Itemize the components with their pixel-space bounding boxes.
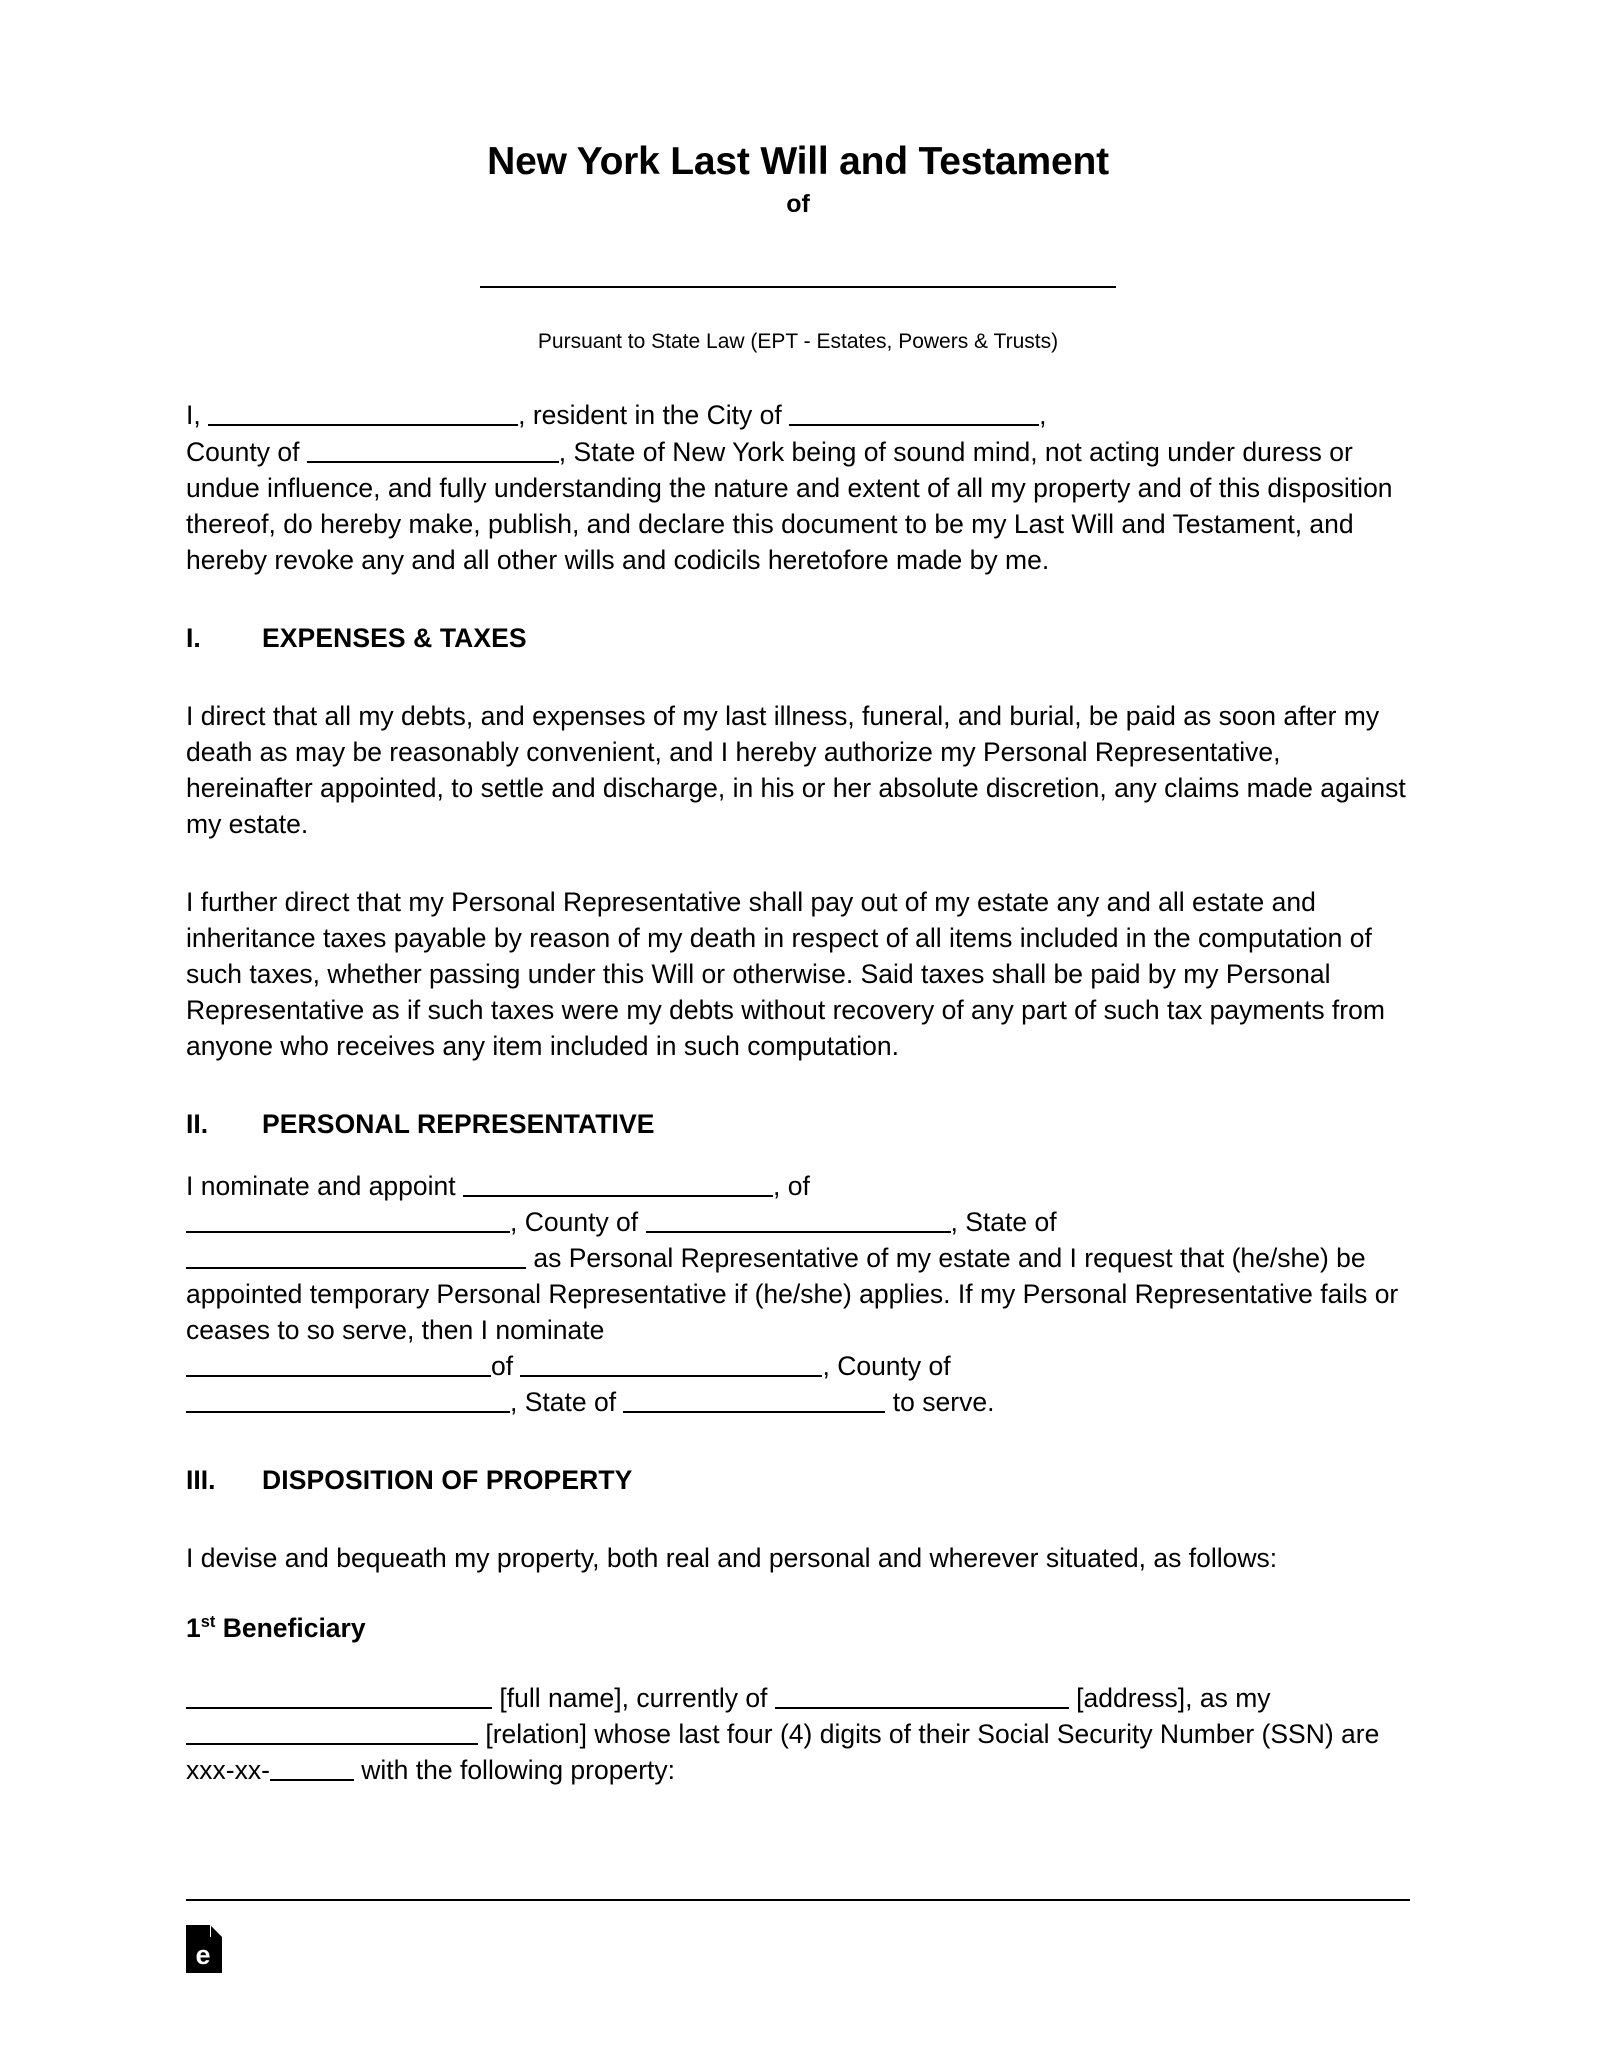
spacer [186,578,1410,620]
ben-text-3: [relation] whose last four (4) digits of their Social Security Number (SSN) are xxx-xx- [186,1719,1380,1786]
alt-pr-address-blank[interactable] [520,1350,822,1377]
pr-name-blank[interactable] [463,1170,773,1197]
spacer [186,1498,1410,1540]
section-title: DISPOSITION OF PROPERTY [262,1465,633,1496]
section-heading-personal-representative [186,1106,1410,1142]
beneficiary-address-blank[interactable] [775,1682,1069,1709]
spacer [186,1064,1410,1106]
pr-text-8: , State of [510,1387,624,1418]
testator-name-blank[interactable] [208,400,518,427]
pr-text-7: , County of [822,1351,951,1382]
beneficiary-paragraph [186,1680,1410,1788]
testator-name-line-wrap [186,270,1410,288]
pr-text-1: I nominate and appoint [186,1170,463,1201]
svg-text:e: e [195,1940,211,1970]
pr-text-9: to serve. [885,1387,995,1418]
spacer [186,355,1410,397]
section-number: II. [186,1108,209,1139]
alt-pr-state-blank[interactable] [623,1386,885,1413]
pr-text-4: , State of [950,1207,1057,1237]
beneficiary-label: Beneficiary [215,1613,366,1644]
ben-text-1: [full name], currently of [492,1683,775,1714]
pr-text-2: , of [772,1170,810,1201]
spacer [186,1142,1410,1168]
title-of-label: of [786,189,810,218]
intro-text-4: County of [186,436,307,467]
spacer [186,1420,1410,1462]
alt-pr-county-blank[interactable] [186,1386,510,1413]
ben-text-4: with the following property: [353,1755,676,1786]
title-block [186,0,1410,355]
section-title: PERSONAL REPRESENTATIVE [262,1108,655,1139]
alt-pr-name-blank[interactable] [186,1350,491,1377]
beneficiary-name-blank[interactable] [186,1682,492,1709]
section-number: I. [186,622,201,653]
city-blank[interactable] [789,400,1039,427]
statute-reference: Pursuant to State Law (EPT - Estates, Powers & Trusts) [537,330,1059,354]
document-content [186,0,1410,1788]
section-title: EXPENSES & TAXES [262,622,527,653]
intro-paragraph [186,397,1410,577]
pr-address-blank[interactable] [186,1206,510,1233]
county-blank[interactable] [307,436,559,463]
pr-text-5: as Personal Representative of my estate and I request that (he/she) be appointed temporary Personal Representative if (he/she) applies. If my Personal Representative fails or ceases to so serve, then I nominate [186,1243,1399,1346]
pr-text-6: of [491,1351,521,1382]
pr-state-blank[interactable] [186,1242,526,1269]
spacer [186,1576,1410,1610]
personal-representative-paragraph [186,1168,1410,1420]
page-title: New York Last Will and Testament [487,140,1109,183]
intro-text-3: , [1039,400,1047,431]
intro-text-2: , resident in the City of [518,400,790,431]
intro-text-5: , State of New York being of sound mind, not acting under duress or undue influence, and fully understanding the nature and extent of all my property and of this disposition thereof, do hereby make, publish, and declare this document to be my Last Will and Testament, and hereby revoke any and all other wills and codicils heretofore made by me. [186,436,1393,575]
ben-text-2: [address], as my [1068,1683,1271,1714]
section-heading-disposition-of-property [186,1462,1410,1498]
beneficiary-relation-blank[interactable] [186,1718,478,1745]
testator-name-blank-line[interactable] [480,286,1116,288]
section-number: III. [186,1465,216,1496]
pr-county-blank[interactable] [646,1206,951,1233]
expenses-paragraph-2: I further direct that my Personal Representative shall pay out of my estate any and all estate and inheritance taxes payable by reason of my death in respect of all items included in the computation of such taxes, whether passing under this Will or otherwise. Said taxes shall be paid by my Personal Representative as if such taxes were my debts without recovery of any part of such tax payments from anyone who receives any item included in such computation. [186,886,1385,1061]
expenses-paragraph-1: I direct that all my debts, and expenses of my last illness, funeral, and burial, be paid as soon after my death as may be reasonably convenient, and I hereby authorize my Personal Representative, hereinafter appointed, to settle and discharge, in his or her absolute discretion, any claims made against my estate. [186,700,1406,839]
spacer [186,842,1410,884]
spacer [186,656,1410,698]
beneficiary-ordinal-suffix: st [200,1613,216,1632]
eforms-logo [186,1925,222,1973]
beneficiary-ssn-blank[interactable] [270,1754,354,1781]
disposition-intro-paragraph: I devise and bequeath my property, both real and personal and wherever situated, as follows: [186,1543,1278,1574]
intro-text-1: I, [186,400,209,431]
spacer [186,1646,1410,1680]
footer-divider [186,1899,1410,1901]
section-heading-expenses-taxes [186,620,1410,656]
pr-text-3: , County of [510,1207,646,1237]
beneficiary-heading [186,1610,1410,1646]
beneficiary-ordinal-number: 1 [186,1613,201,1644]
